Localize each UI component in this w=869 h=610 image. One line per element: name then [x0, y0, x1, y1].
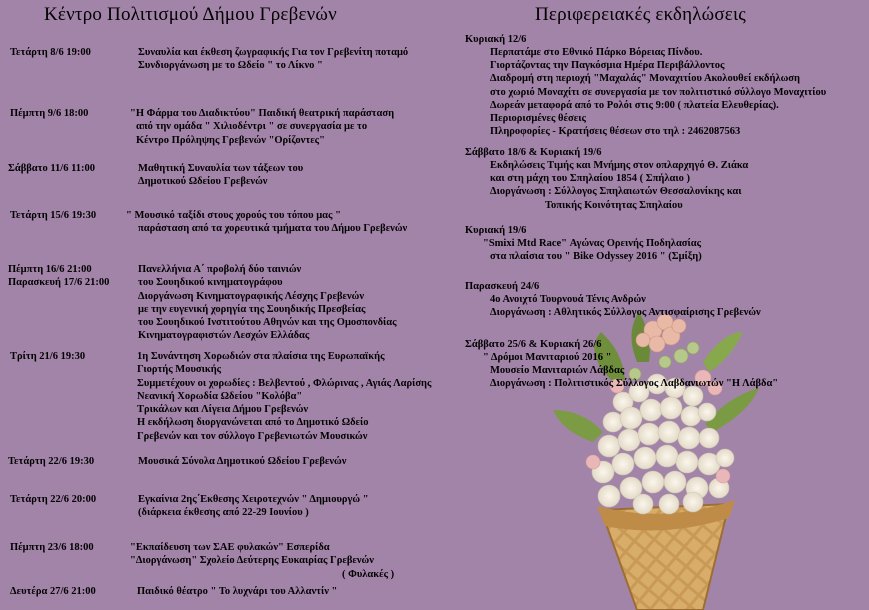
- regional-event-line: Διοργάνωση : Σύλλογος Σπηλαιωτών Θεσσαλονίκης και: [490, 186, 742, 198]
- regional-event-line: Τοπικής Κοινότητας Σπηλαίου: [545, 199, 683, 211]
- event-description: [130, 107, 394, 147]
- left-title: Κέντρο Πολιτισμού Δήμου Γρεβενών: [44, 4, 337, 25]
- event-description-line: Μαθητική Συναυλία των τάξεων του: [138, 163, 304, 174]
- event-date: [10, 585, 96, 598]
- event-date: [10, 46, 91, 59]
- regional-event-line: Διοργάνωση : Αθλητικός Σύλλογος Αντισφαίρισης Γρεβενών: [490, 307, 761, 319]
- event-date-line: Σάββατο 11/6 11:00: [8, 163, 95, 174]
- event-description-line: Κινηματογραφιστών Λεσχών Ελλάδας: [138, 330, 310, 342]
- event-description-line: "Εκπαίδευση των ΣΑΕ φυλακών" Εσπερίδα: [130, 542, 330, 553]
- event-date-line: Πέμπτη 9/6 18:00: [10, 108, 89, 119]
- event-description-line: του Σουηδικού κινηματογράφου: [138, 277, 283, 289]
- event-description-line: Συνδιοργάνωση με το Ωδείο " το Λίκνο ": [138, 60, 323, 72]
- regional-event-line: Μουσείο Μανιταριών Λάβδας: [490, 365, 625, 377]
- event-date-line: Τετάρτη 22/6 20:00: [10, 494, 97, 505]
- regional-event-date: Σάββατο 25/6 & Κυριακή 26/6: [465, 339, 602, 350]
- regional-event-date: Κυριακή 19/6: [465, 225, 527, 236]
- regional-event-line: "Smixi Mtd Race" Αγώνας Ορεινής Ποδηλασίας: [483, 238, 702, 249]
- event-description-line: Συμμετέχουν οι χορωδίες : Βελβεντού , Φλώρινας , Αγιάς Λαρίσης: [137, 377, 432, 389]
- event-description-line: Πανελλήνια Α΄ προβολή δύο ταινιών: [138, 264, 302, 275]
- event-description-line: Κέντρο Πρόληψης Γρεβενών "Ορίζοντες": [136, 134, 325, 146]
- event-date: [10, 541, 94, 554]
- event-date: [10, 350, 85, 363]
- regional-event-date: Παρασκευή 24/6: [465, 281, 540, 292]
- event-description-line: ( Φυλακές ): [342, 568, 395, 580]
- event-description: [130, 541, 394, 581]
- event-description-line: "Η Φάρμα του Διαδικτύου" Παιδική θεατρική παράσταση: [130, 108, 395, 119]
- event-description: [138, 162, 303, 189]
- event-description-line: παράσταση από τα χορευτικά τμήματα του Δήμου Γρεβενών: [138, 223, 408, 235]
- event-description-line: 1η Συνάντηση Χορωδιών στα πλαίσια της Ευρωπαϊκής: [137, 351, 385, 362]
- event-description-line: από την ομάδα " Χιλιοδέντρι " σε συνεργασία με το: [136, 121, 368, 133]
- event-date-line: Δευτέρα 27/6 21:00: [10, 586, 96, 597]
- regional-event-line: Περπατάμε στο Εθνικό Πάρκο Βόρειας Πίνδου.: [490, 47, 703, 58]
- regional-event-line: Περιορισμένες θέσεις: [490, 113, 586, 124]
- regional-event-date: Κυριακή 12/6: [465, 34, 527, 45]
- event-description-line: Συναυλία και έκθεση ζωγραφικής Για τον Γρεβενίτη ποταμό: [138, 47, 409, 58]
- event-description-line: " Μουσικό ταξίδι στους χορούς του τόπου μας ": [126, 210, 341, 221]
- event-description: [137, 585, 337, 598]
- event-description-line: Τρικάλων και Λίγεια Δήμου Γρεβενών: [137, 404, 309, 416]
- regional-event-line: " Δρόμοι Μανιταριού 2016 ": [483, 352, 612, 363]
- event-date-line: Τετάρτη 15/6 19:30: [10, 210, 97, 221]
- event-description-line: του Σουηδικού Ινστιτούτου Αθηνών και της Ομοσπονδίας: [138, 317, 397, 329]
- event-date-line: Πέμπτη 23/6 18:00: [10, 542, 94, 553]
- regional-event-line: Γιορτάζοντας την Παγκόσμια Ημέρα Περιβάλλοντος: [490, 60, 725, 72]
- event-date: [8, 455, 94, 468]
- event-description: [138, 263, 397, 343]
- event-date: [10, 493, 96, 506]
- event-description: [138, 455, 346, 468]
- regional-event-line: Πληροφορίες - Κρατήσεις θέσεων στο τηλ : 2462087563: [490, 126, 741, 138]
- event-date-line: Τετάρτη 8/6 19:00: [10, 47, 91, 58]
- event-description-line: Εγκαίνια 2ης΄Εκθεσης Χειροτεχνών " Δημιουργώ ": [138, 494, 369, 505]
- event-description: [138, 493, 369, 520]
- event-description-line: Νεανική Χορωδία Ωδείου "Κολόβα": [137, 390, 303, 402]
- event-date-line: Παρασκευή 17/6 21:00: [8, 277, 110, 289]
- regional-event-line: Δωρεάν μεταφορά από το Ρολόι στις 9:00 ( πλατεία Ελευθερίας).: [490, 99, 779, 111]
- regional-event-line: Εκδηλώσεις Τιμής και Μνήμης στον οπλαρχηγό Θ. Ζιάκα: [490, 160, 749, 171]
- event-description: [126, 209, 407, 236]
- event-description-line: Η εκδήλωση διοργανώνεται από το Δημοτικό Ωδείο: [137, 417, 369, 429]
- event-date: [8, 263, 109, 290]
- regional-event-line: Διαδρομή στη περιοχή "Μαχαλάς" Μοναχιτίου Ακολουθεί εκδήλωση: [490, 73, 800, 85]
- event-date: [10, 107, 88, 120]
- event-date-line: Πέμπτη 16/6 21:00: [8, 264, 92, 275]
- regional-event-line: 4ο Ανοιχτό Τουρνουά Τένις Ανδρών: [490, 294, 646, 305]
- event-description-line: Διοργάνωση Κινηματογραφικής Λέσχης Γρεβενών: [138, 290, 365, 302]
- right-title: Περιφερειακές εκδηλώσεις: [535, 4, 746, 25]
- event-description-line: Γρεβενών και τον σύλλογο Γρεβενιωτών Μουσικών: [137, 430, 368, 442]
- event-date-line: Τετάρτη 22/6 19:30: [8, 456, 95, 467]
- event-description-line: "Διοργάνωση" Σχολείο Δεύτερης Ευκαιρίας Γρεβενών: [130, 555, 374, 567]
- regional-event-line: και στη μάχη του Σπηλαίου 1854 ( Σπήλαιο ): [490, 173, 690, 185]
- event-description-line: (διάρκεια έκθεσης από 22-29 Ιουνίου ): [138, 507, 309, 519]
- regional-event-line: στο χωριό Μοναχίτι σε συνεργασία με τον πολιτιστικό σύλλογο Μοναχιτίου: [490, 86, 827, 98]
- event-description-line: με την ευγενική χορηγία της Σουηδικής Πρεσβείας: [138, 303, 366, 315]
- regional-event-line: Διοργάνωση : Πολιτιστικός Σύλλογος Λαβδανιωτών "Η Λάβδα": [490, 378, 779, 390]
- event-description-line: Μουσικά Σύνολα Δημοτικού Ωδείου Γρεβενών: [138, 456, 347, 467]
- regional-event-date: Σάββατο 18/6 & Κυριακή 19/6: [465, 147, 602, 158]
- event-description-line: Γιορτής Μουσικής: [137, 364, 222, 376]
- event-description: [137, 350, 431, 443]
- event-description-line: Παιδικό θέατρο " Το λυχνάρι του Αλλαντίν ": [137, 586, 338, 597]
- regional-event-line: στα πλαίσια του " Bike Odyssey 2016 " (Σμίξη): [490, 251, 702, 263]
- event-date: [10, 209, 96, 222]
- event-date-line: Τρίτη 21/6 19:30: [10, 351, 86, 362]
- event-description-line: Δημοτικού Ωδείου Γρεβενών: [138, 176, 268, 188]
- event-description: [138, 46, 408, 73]
- event-date: [8, 162, 95, 175]
